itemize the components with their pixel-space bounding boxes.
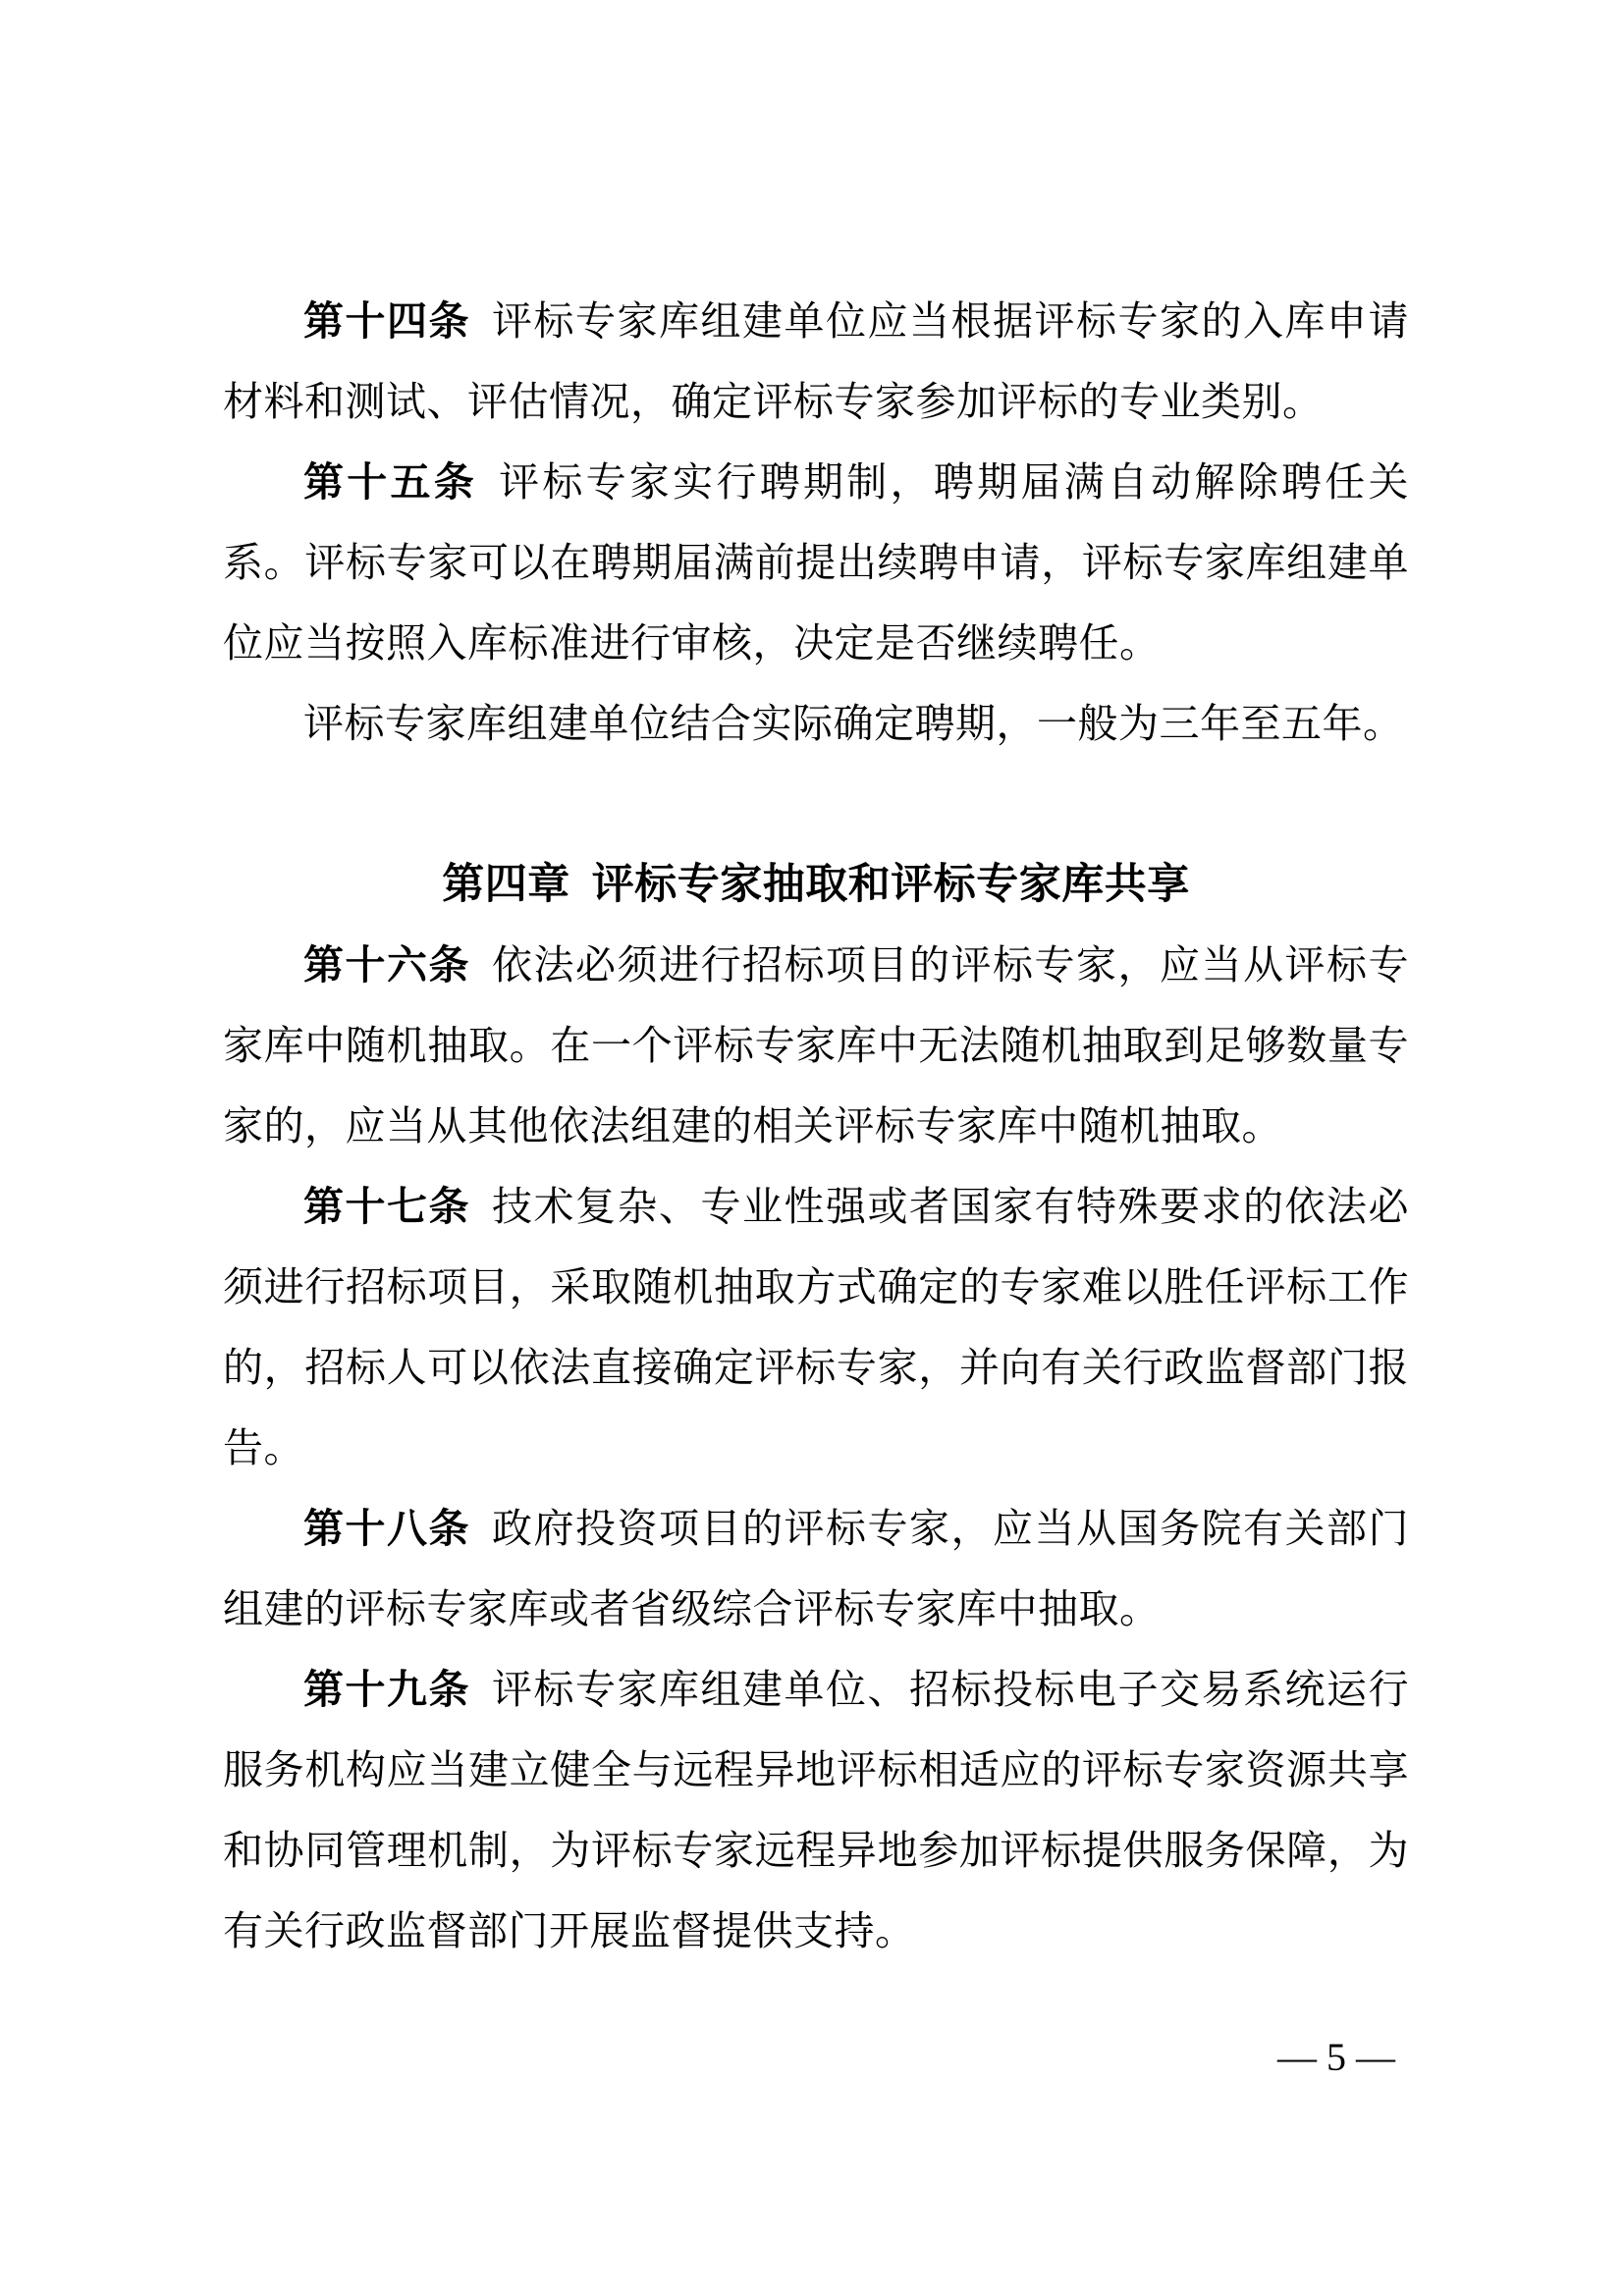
- page-number: — 5 —: [1277, 2035, 1395, 2079]
- article-number-label: 第十八条: [303, 1506, 470, 1551]
- article-paragraph: [223, 1488, 1409, 1649]
- article-paragraph: [223, 281, 1409, 442]
- chapter-title: 评标专家抽取和评标专家库共享: [591, 861, 1190, 908]
- article-number-label: 第十九条: [303, 1667, 470, 1712]
- article-paragraph: [223, 1166, 1409, 1488]
- article-number-label: 第十七条: [303, 1184, 470, 1229]
- article-text: 评标专家库组建单位应当根据评标专家的入库申请材料和测试、评估情况，确定评标专家参加评标的专业类别。: [223, 298, 1409, 424]
- article-paragraph: [223, 925, 1409, 1166]
- body-paragraph: [223, 683, 1409, 764]
- article-text: 技术复杂、专业性强或者国家有特殊要求的依法必须进行招标项目，采取随机抽取方式确定的专家难以胜任评标工作的，招标人可以依法直接确定评标专家，并向有关行政监督部门报告。: [223, 1184, 1409, 1470]
- chapter-heading: [223, 844, 1409, 925]
- article-text: 政府投资项目的评标专家，应当从国务院有关部门组建的评标专家库或者省级综合评标专家库中抽取。: [223, 1506, 1409, 1631]
- article-number-label: 第十四条: [303, 298, 470, 344]
- article-number-label: 第十五条: [303, 459, 478, 505]
- document-body: [223, 281, 1409, 1971]
- article-paragraph: [223, 1649, 1409, 1971]
- paragraph-text: 评标专家库组建单位结合实际确定聘期，一般为三年至五年。: [303, 701, 1404, 746]
- article-text: 评标专家实行聘期制，聘期届满自动解除聘任关系。评标专家可以在聘期届满前提出续聘申请，评标专家库组建单位应当按照入库标准进行审核，决定是否继续聘任。: [223, 459, 1410, 666]
- article-text: 评标专家库组建单位、招标投标电子交易系统运行服务机构应当建立健全与远程异地评标相适应的评标专家资源共享和协同管理机制，为评标专家远程异地参加评标提供服务保障，为有关行政监督部门开展监督提供支持。: [223, 1667, 1409, 1953]
- chapter-number-label: 第四章: [442, 861, 570, 908]
- article-paragraph: [223, 442, 1409, 683]
- article-number-label: 第十六条: [303, 942, 470, 988]
- article-text: 依法必须进行招标项目的评标专家，应当从评标专家库中随机抽取。在一个评标专家库中无法随机抽取到足够数量专家的，应当从其他依法组建的相关评标专家库中随机抽取。: [223, 942, 1409, 1148]
